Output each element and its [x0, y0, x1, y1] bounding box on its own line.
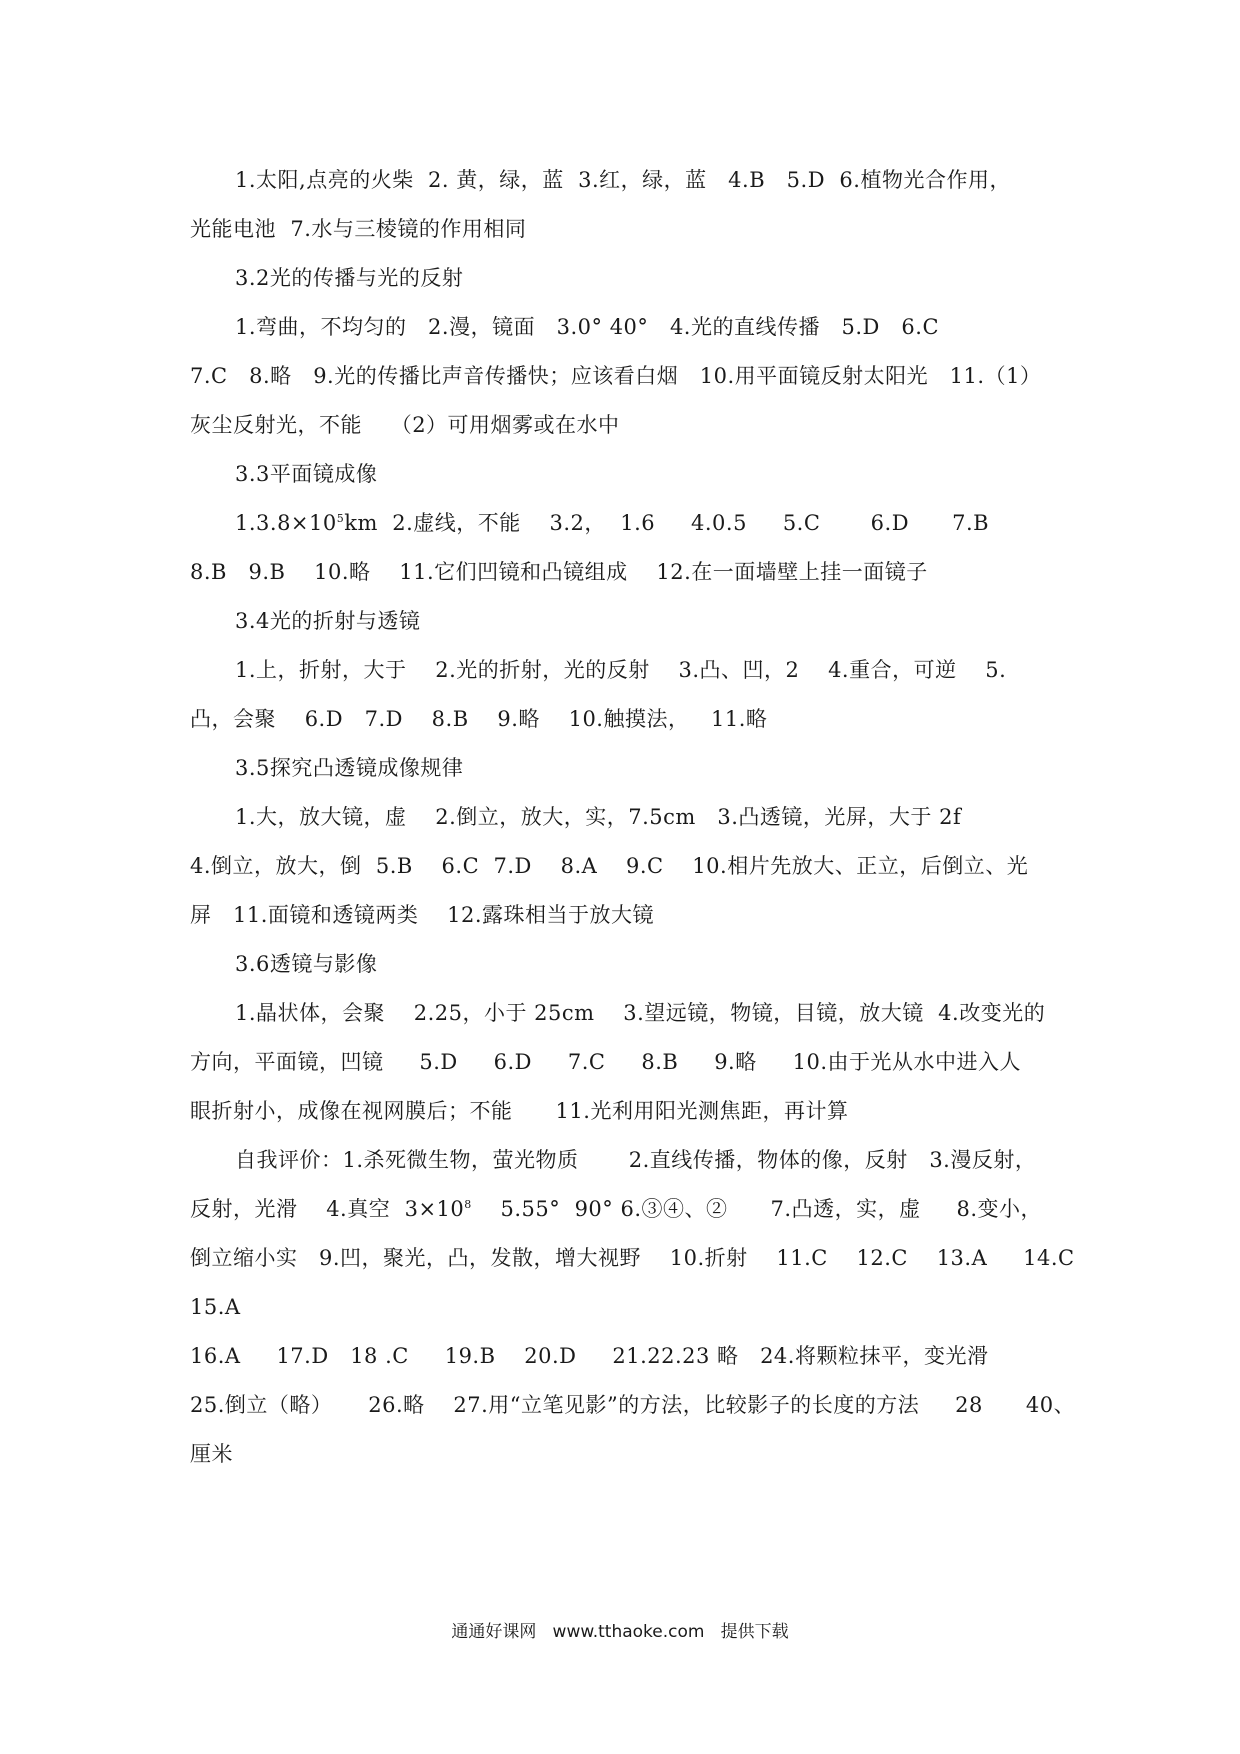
- text-line: 1.弯曲，不均匀的 2.漫，镜面 3.0° 40° 4.光的直线传播 5.D 6.C: [235, 315, 940, 339]
- section-heading: 3.2光的传播与光的反射: [235, 266, 464, 290]
- text-line: 1.大，放大镜，虚 2.倒立，放大，实，7.5cm 3.凸透镜，光屏，大于 2f: [235, 805, 962, 829]
- text-fragment: 反射，光滑 4.真空 3×10: [190, 1197, 465, 1221]
- text-fragment: km 2.虚线，不能 3.2， 1.6 4.0.5 5.C 6.D 7.B: [344, 511, 990, 535]
- section-heading: 3.5探究凸透镜成像规律: [235, 756, 464, 780]
- text-line: 光能电池 7.水与三棱镜的作用相同: [190, 217, 527, 241]
- section-heading: 3.6透镜与影像: [235, 952, 378, 976]
- text-fragment: 1.3.8×10: [235, 511, 337, 535]
- text-line: 凸，会聚 6.D 7.D 8.B 9.略 10.触摸法， 11.略: [190, 707, 768, 731]
- answer-key-content: [190, 156, 1076, 1479]
- text-line: 16.A 17.D 18 .C 19.B 20.D 21.22.23 略 24.将颗粒抹平，变光滑: [190, 1344, 989, 1368]
- text-line: 屏 11.面镜和透镜两类 12.露珠相当于放大镜: [190, 903, 655, 927]
- superscript: 8: [464, 1198, 472, 1211]
- text-fragment: 5.55° 90° 6.③④、② 7.凸透，实，虚 8.变小，: [471, 1197, 1043, 1221]
- text-line: 厘米: [190, 1442, 233, 1466]
- text-line: 1.晶状体，会聚 2.25，小于 25cm 3.望远镜，物镜，目镜，放大镜 4.改变光的: [235, 1001, 1046, 1025]
- text-line: 1.上，折射，大于 2.光的折射，光的反射 3.凸、凹，2 4.重合，可逆 5.: [235, 658, 1007, 682]
- text-line: [190, 1185, 1060, 1234]
- text-line: [190, 499, 1060, 548]
- text-line: 自我评价：1.杀死微生物，萤光物质 2.直线传播，物体的像，反射 3.漫反射，: [235, 1148, 1037, 1172]
- text-line: 方向，平面镜，凹镜 5.D 6.D 7.C 8.B 9.略 10.由于光从水中进入人: [190, 1050, 1022, 1074]
- superscript: 5: [336, 512, 345, 525]
- text-line: 眼折射小，成像在视网膜后；不能 11.光利用阳光测焦距，再计算: [190, 1099, 849, 1123]
- text-line: 4.倒立，放大，倒 5.B 6.C 7.D 8.A 9.C 10.相片先放大、正立，后倒立、光: [190, 854, 1029, 878]
- text-line: 8.B 9.B 10.略 11.它们凹镜和凸镜组成 12.在一面墙壁上挂一面镜子: [190, 560, 928, 584]
- text-line: 25.倒立（略） 26.略 27.用“立笔见影”的方法，比较影子的长度的方法 28 40、: [190, 1393, 1076, 1417]
- text-line: 灰尘反射光，不能 （2）可用烟雾或在水中: [190, 413, 620, 437]
- text-line: 1.太阳,点亮的火柴 2. 黄，绿，蓝 3.红，绿，蓝 4.B 5.D 6.植物光合作用，: [235, 168, 1011, 192]
- text-line: 7.C 8.略 9.光的传播比声音传播快；应该看白烟 10.用平面镜反射太阳光 11.（1）: [190, 364, 1042, 388]
- text-line: 倒立缩小实 9.凹，聚光，凸，发散，增大视野 10.折射 11.C 12.C 13.A 14.C: [190, 1246, 1075, 1270]
- text-line: 15.A: [190, 1295, 241, 1319]
- footer-credit: 通通好课网 www.tthaoke.com 提供下载: [451, 1622, 789, 1642]
- section-heading: 3.3平面镜成像: [235, 462, 378, 486]
- section-heading: 3.4光的折射与透镜: [235, 609, 421, 633]
